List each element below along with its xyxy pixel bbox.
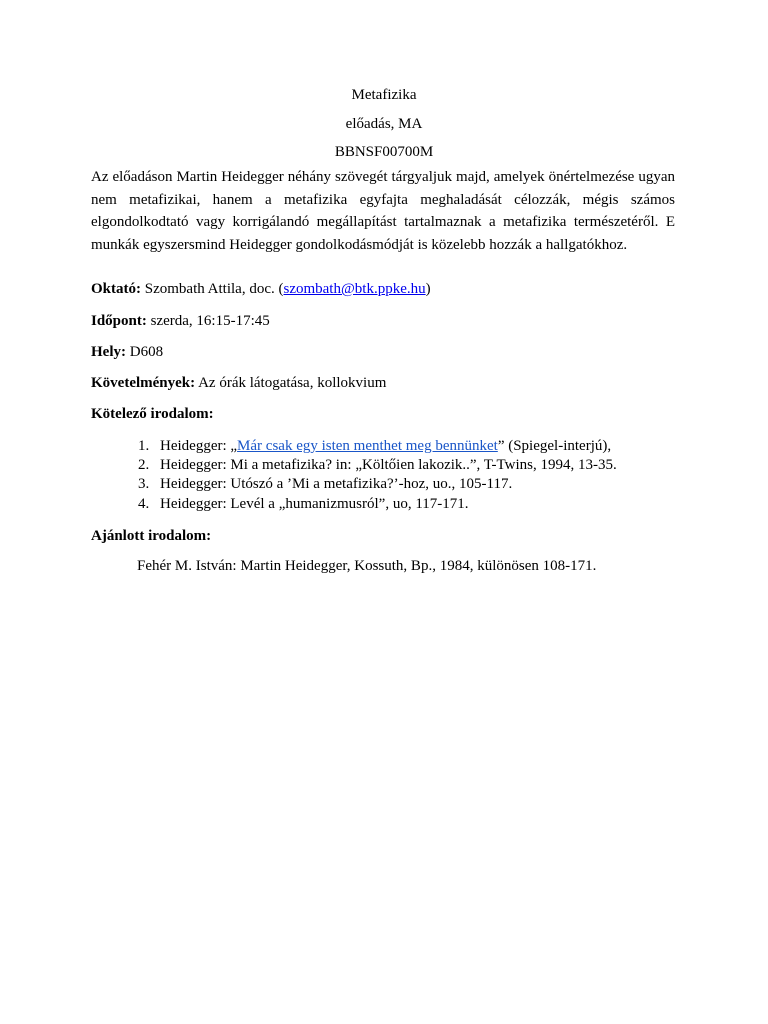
requirements-row [91, 374, 386, 392]
course-code: BBNSF00700M [334, 144, 434, 160]
requirements-label: Követelmények: [91, 375, 196, 391]
instructor-close-paren: ) [425, 281, 431, 297]
instructor-name: Szombath Attila, doc. ( [144, 281, 284, 297]
time-row [91, 312, 270, 330]
list-suffix: ” (Spiegel-interjú), [497, 438, 612, 454]
list-item [138, 437, 611, 455]
recommended-reading-text: Fehér M. István: Martin Heidegger, Kossuth, Bp., 1984, különösen 108-171. [137, 558, 597, 574]
list-text: Heidegger: Mi a metafizika? in: „Költőien lakozik..”, T-Twins, 1994, 13-35. [160, 457, 617, 473]
place-value: D608 [129, 344, 164, 360]
place-label: Hely: [91, 344, 126, 360]
requirements-value: Az órák látogatása, kollokvium [198, 375, 387, 391]
list-number: 1. [138, 438, 150, 454]
time-value: szerda, 16:15-17:45 [150, 313, 270, 329]
list-item [138, 475, 512, 493]
list-item [138, 456, 617, 474]
required-reading-heading: Kötelező irodalom: [91, 406, 214, 422]
list-prefix: Heidegger: „ [160, 438, 238, 454]
instructor-row [91, 280, 431, 298]
place-row [91, 343, 163, 361]
course-title: Metafizika [351, 87, 417, 103]
instructor-email-link[interactable]: szombath@btk.ppke.hu [283, 281, 426, 297]
course-type: előadás, MA [345, 116, 423, 132]
course-description: Az előadáson Martin Heidegger néhány szövegét tárgyaljuk majd, amelyek önértelmezése ugyan nem metafizikai, hanem a metafizika egyfajta meghaladását célozzák, mégis számos elgondolkodtató vagy korrigálandó megállapítást tartalmaznak a metafizika természetéről. E munkák egyszersmind Heidegger gondolkodásmódját is közelebb hozzák a hallgatókhoz. [91, 169, 675, 253]
spiegel-interview-link[interactable]: Már csak egy isten menthet meg bennünket [237, 438, 498, 454]
recommended-reading-heading: Ajánlott irodalom: [91, 528, 212, 544]
list-number: 2. [138, 457, 150, 473]
instructor-label: Oktató: [91, 281, 141, 297]
list-number: 4. [138, 496, 150, 512]
list-text: Heidegger: Utószó a ’Mi a metafizika?’-hoz, uo., 105-117. [160, 476, 513, 492]
list-number: 3. [138, 476, 150, 492]
list-item [138, 495, 469, 513]
time-label: Időpont: [91, 313, 147, 329]
list-text: Heidegger: Levél a „humanizmusról”, uo, 117-171. [160, 496, 469, 512]
